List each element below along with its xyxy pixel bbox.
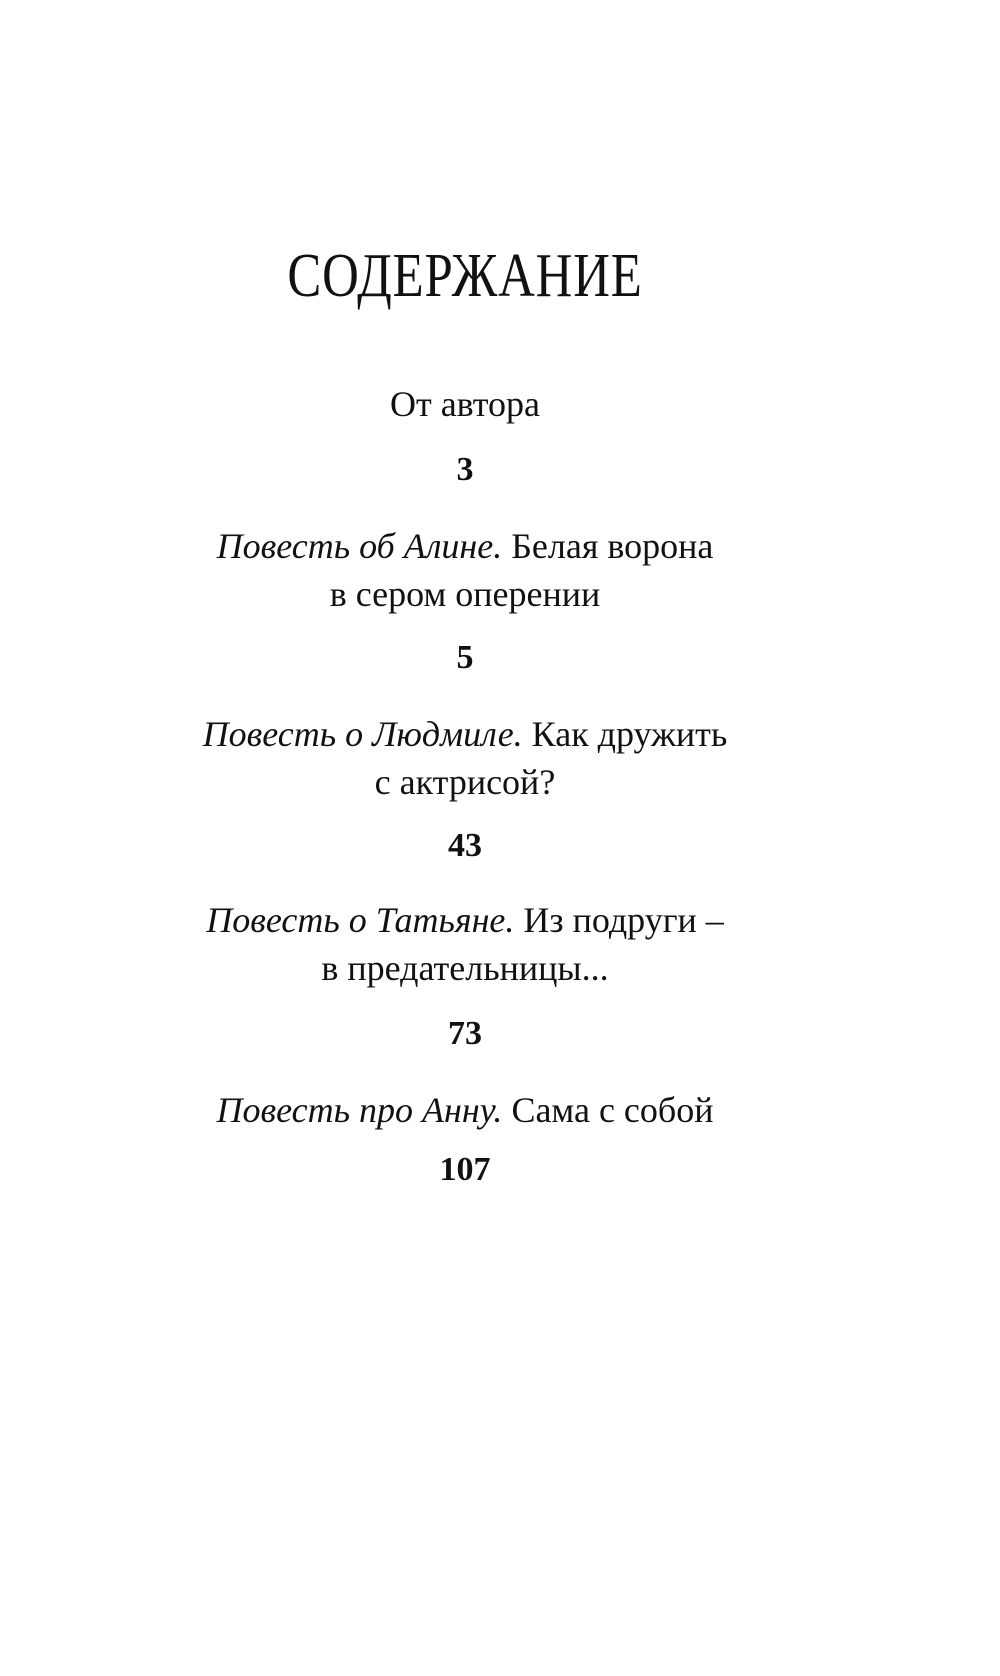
- toc-entry-line: [0, 570, 930, 618]
- toc-entry-title: [0, 710, 930, 806]
- toc-entry-page-number: 43: [448, 827, 482, 864]
- toc-entry-author: Повесть о Людмиле.: [202, 714, 523, 754]
- toc-entry-line: [0, 522, 930, 570]
- toc-entry-page-number: 3: [456, 451, 474, 488]
- toc-entry-title: [0, 1086, 930, 1134]
- toc-entry-text: Из подруги –: [514, 900, 724, 940]
- toc-entry-page-number: 107: [439, 1151, 491, 1188]
- toc-entry-text: Сама с собой: [502, 1090, 714, 1130]
- toc-entry-text: Как дружить: [522, 714, 728, 754]
- toc-entry-line: [0, 1086, 930, 1134]
- toc-entry-text: в сером оперении: [329, 574, 601, 614]
- toc-entry-text: Белая ворона: [502, 526, 714, 566]
- toc-entry-author: Повесть о Татьяне.: [206, 900, 515, 940]
- toc-entry-page-number: 73: [448, 1015, 482, 1052]
- toc-entry-title: [0, 522, 930, 618]
- toc-entry-text: в предательницы...: [321, 948, 609, 988]
- toc-entry-page-number: 5: [456, 639, 474, 676]
- page-title: СОДЕРЖАНИЕ: [287, 242, 643, 310]
- toc-entry-author: Повесть про Анну.: [216, 1090, 503, 1130]
- toc-entry-title: [0, 896, 930, 992]
- toc-entry-line: [0, 380, 930, 428]
- toc-entry-line: [0, 758, 930, 806]
- toc-entry-line: [0, 944, 930, 992]
- toc-entry-text: с актрисой?: [374, 762, 556, 802]
- toc-entry-author: Повесть об Алине.: [216, 526, 503, 566]
- toc-entry-title: [0, 380, 930, 428]
- toc-entry-line: [0, 896, 930, 944]
- toc-entry-line: [0, 710, 930, 758]
- toc-entry-text: От автора: [389, 384, 541, 424]
